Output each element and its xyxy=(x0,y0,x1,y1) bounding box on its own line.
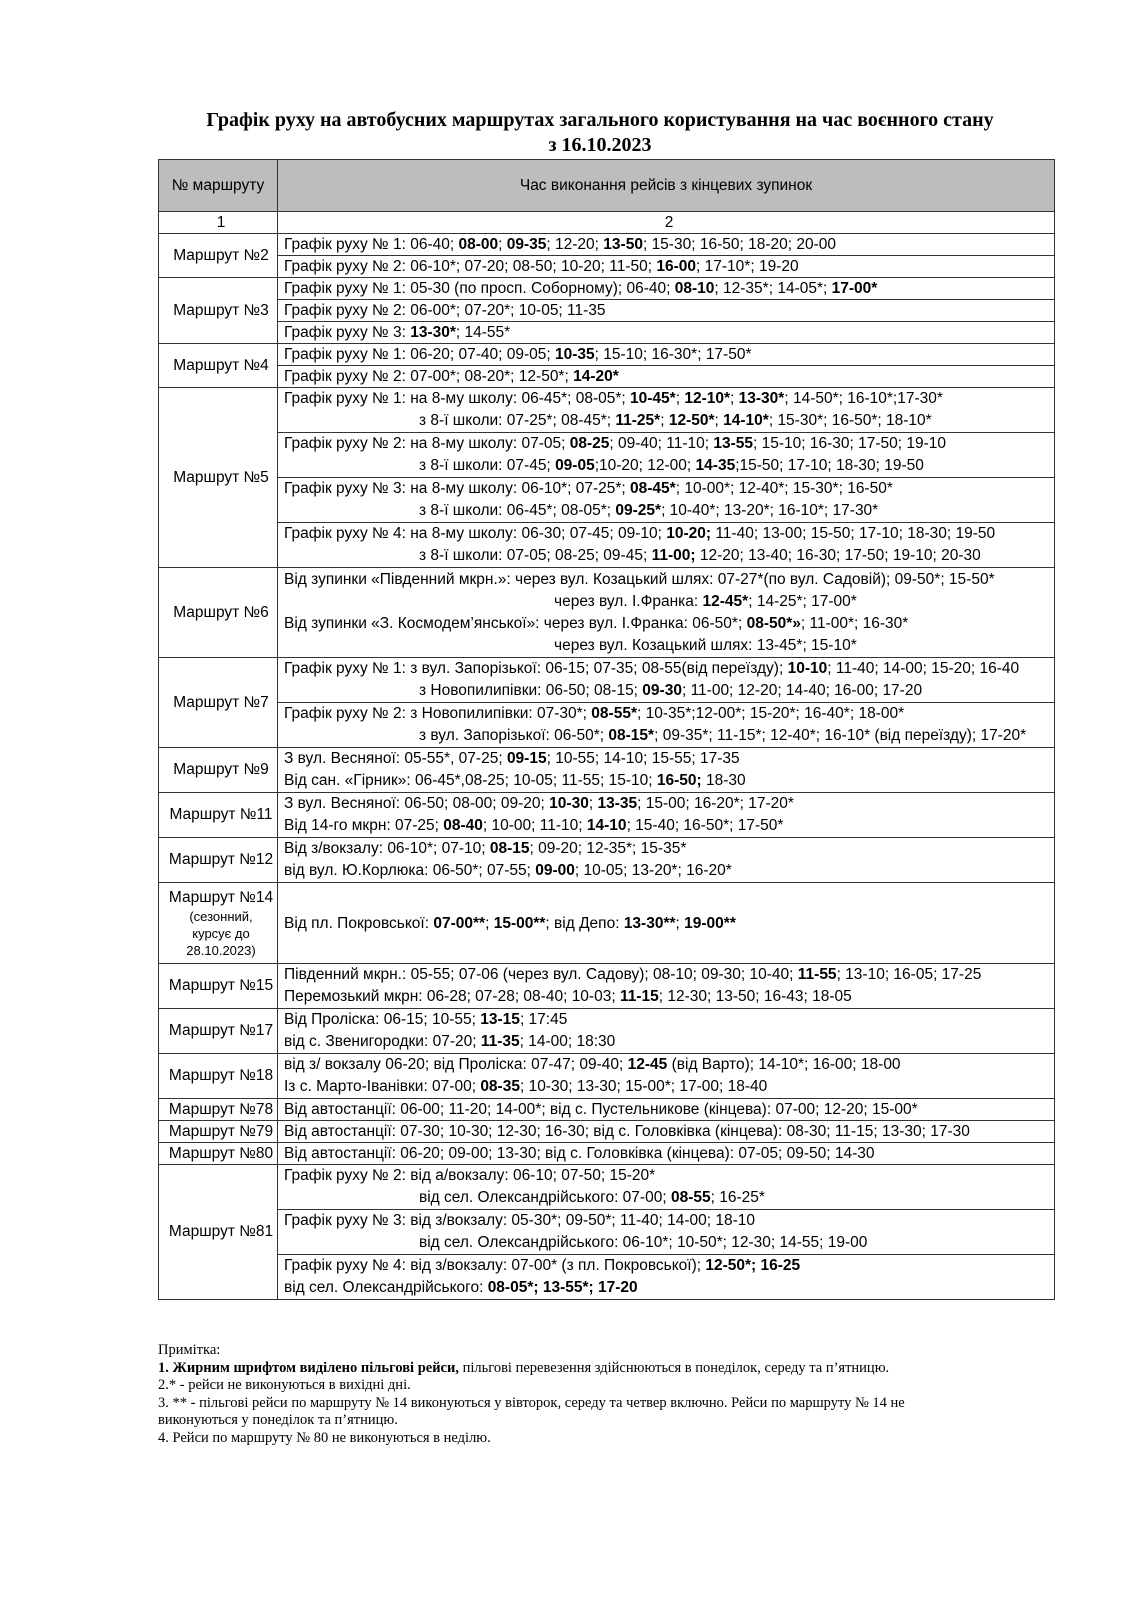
schedule-text: ; 15-10; 16-30; 17-50; 19-10 xyxy=(753,435,947,452)
table-row xyxy=(159,658,1055,703)
schedule-text: З вул. Весняної: 05-55*, 07-25; xyxy=(284,750,507,767)
schedule-cell xyxy=(278,433,1055,478)
schedule-line xyxy=(284,793,1054,815)
table-row xyxy=(159,1255,1055,1300)
document-title xyxy=(140,108,1060,158)
title-line-1: Графік руху на автобусних маршрутах загального користування на час воєнного стану xyxy=(206,109,994,131)
schedule-text: Графік руху № 1: 05-30 (по просп. Соборному); 06-40; xyxy=(284,280,675,297)
preferential-trip-time: 09-05 xyxy=(555,457,595,474)
preferential-trip-time: 12-50*; 16-25 xyxy=(705,1257,801,1274)
schedule-text: Графік руху № 1: з вул. Запорізької: 06-15; 07-35; 08-55(від переїзду); xyxy=(284,660,788,677)
schedule-text: 18-30 xyxy=(701,772,746,789)
table-row xyxy=(159,1165,1055,1210)
route-name: Маршрут №14 xyxy=(168,888,274,906)
preferential-trip-time: 13-55 xyxy=(713,435,754,452)
schedule-text: ; xyxy=(588,795,598,812)
preferential-trip-time: 08-25 xyxy=(569,435,610,452)
schedule-line xyxy=(284,500,1054,522)
schedule-cell xyxy=(278,478,1055,523)
table-row xyxy=(159,478,1055,523)
schedule-text: Від з/вокзалу: 06-10*; 07-10; xyxy=(284,840,490,857)
preferential-trip-time: 13-15 xyxy=(480,1011,520,1028)
schedule-text: ; 13-10; 16-05; 17-25 xyxy=(836,966,982,983)
schedule-text: ; 17:45 xyxy=(519,1011,568,1028)
note-1-bold: 1. Жирним шрифтом виділено пільгові рейси, xyxy=(158,1359,459,1376)
schedule-text: ; 09-35*; 11-15*; 12-40*; 16-10* (від переїзду); 17-20* xyxy=(654,727,1027,744)
schedule-line: Графік руху № 2: від а/вокзалу: 06-10; 07-50; 15-20* xyxy=(284,1167,656,1184)
schedule-text: Із с. Марто-Іванівки: 07-00; xyxy=(284,1078,481,1095)
preferential-trip-time: 13-35 xyxy=(597,795,638,812)
preferential-trip-time: 09-30 xyxy=(642,682,682,699)
schedule-line xyxy=(278,344,1055,366)
schedule-line: Від автостанції: 06-00; 11-20; 14-00*; від с. Пустельникове (кінцева): 07-00; 12-20; 15-00* xyxy=(278,1099,1055,1121)
schedule-line: Від автостанції: 06-20; 09-00; 13-30; від с. Головківка (кінцева): 07-05; 09-50; 14-30 xyxy=(278,1143,1055,1165)
schedule-text: ; 10-55; 14-10; 15-55; 17-35 xyxy=(546,750,740,767)
preferential-trip-time: 15-00** xyxy=(493,914,546,932)
schedule-line xyxy=(284,1031,1054,1053)
schedule-text: Графік руху № 2: 07-00*; 08-20*; 12-50*; xyxy=(284,368,574,385)
preferential-trip-time: 08-50*» xyxy=(746,614,801,632)
table-row xyxy=(159,256,1055,278)
preferential-trip-time: 12-45 xyxy=(627,1056,668,1073)
route-note: (сезонний, xyxy=(189,908,253,924)
schedule-text: ; xyxy=(730,390,739,407)
route-note: курсує до xyxy=(192,925,250,941)
schedule-text: З вул. Весняної: 06-50; 08-00; 09-20; xyxy=(284,795,550,812)
schedule-text: ;15-50; 17-10; 18-30; 19-50 xyxy=(735,457,924,474)
schedule-text: з 8-ї школи: 07-05; 08-25; 09-45; xyxy=(419,547,652,564)
schedule-line xyxy=(284,410,1054,432)
schedule-text: від з/ вокзалу 06-20; від Проліска: 07-47; 09-40; xyxy=(284,1056,628,1073)
schedule-text: ; 12-20; xyxy=(546,236,604,253)
table-row xyxy=(159,366,1055,388)
route-name: Маршрут №12 xyxy=(159,838,278,883)
schedule-text: Графік руху № 1: на 8-му школу: 06-45*; 08-05*; xyxy=(284,390,631,407)
note-4: 4. Рейси по маршруту № 80 не виконуються в неділю. xyxy=(158,1429,491,1446)
schedule-line xyxy=(284,523,1054,545)
schedule-line: від сел. Олександрійського: 06-10*; 10-50*; 12-30; 14-55; 19-00 xyxy=(419,1234,868,1251)
schedule-cell xyxy=(278,1165,1055,1210)
schedule-text: ; 15-30*; 16-50*; 18-10* xyxy=(768,412,932,429)
route-note: 28.10.2023) xyxy=(186,942,256,958)
schedule-cell xyxy=(278,748,1055,793)
preferential-trip-time: 09-25* xyxy=(615,502,662,519)
schedule-text: Графік руху № 2: на 8-му школу: 07-05; xyxy=(284,435,570,452)
schedule-line xyxy=(284,815,1054,837)
preferential-trip-time: 13-50 xyxy=(603,236,643,253)
schedule-text: (від Варто); 14-10*; 16-00; 18-00 xyxy=(667,1056,901,1073)
route-name: Маршрут №2 xyxy=(159,234,278,278)
schedule-text: ; 16-25* xyxy=(710,1189,765,1206)
preferential-trip-time: 10-20; xyxy=(666,525,712,542)
table-row xyxy=(159,388,1055,433)
table-row xyxy=(159,300,1055,322)
schedule-text: ; 12-30; 13-50; 16-43; 18-05 xyxy=(658,988,852,1005)
schedule-line xyxy=(278,322,1055,344)
schedule-cell xyxy=(278,568,1055,658)
schedule-text: від вул. Ю.Корлюка: 06-50*; 07-55; xyxy=(284,862,536,879)
table-row xyxy=(159,1099,1055,1121)
route-name: Маршрут №17 xyxy=(159,1009,278,1054)
schedule-line: Від автостанції: 07-30; 10-30; 12-30; 16-30; від с. Головківка (кінцева): 08-30; 11-15; 13-30; 17-30 xyxy=(278,1121,1055,1143)
preferential-trip-time: 17-00* xyxy=(831,280,878,297)
schedule-text: Графік руху № 1: 06-40; xyxy=(284,236,459,253)
preferential-trip-time: 08-40 xyxy=(443,817,483,834)
preferential-trip-time: 08-45* xyxy=(630,480,676,497)
table-row xyxy=(159,433,1055,478)
schedule-line xyxy=(284,1054,1054,1076)
schedule-text: ; 10-00; 11-10; xyxy=(482,817,587,834)
schedule-cell xyxy=(278,1054,1055,1099)
schedule-text: ; 10-00*; 12-40*; 15-30*; 16-50* xyxy=(675,480,893,497)
schedule-table xyxy=(158,159,1055,1300)
schedule-line xyxy=(284,1076,1054,1098)
preferential-trip-time: 08-10 xyxy=(674,280,715,297)
schedule-text: ; 17-10*; 19-20 xyxy=(696,258,799,275)
schedule-line: Графік руху № 3: від з/вокзалу: 05-30*; 09-50*; 11-40; 14-00; 18-10 xyxy=(284,1212,756,1229)
route-name: Маршрут №81 xyxy=(159,1165,278,1300)
schedule-text: з Новопилипівки: 06-50; 08-15; xyxy=(419,682,643,699)
schedule-text: ; 10-05; 13-20*; 16-20* xyxy=(574,862,732,879)
schedule-text: 12-20; 13-40; 16-30; 17-50; 19-10; 20-30 xyxy=(695,547,981,564)
preferential-trip-time: 16-00 xyxy=(656,258,697,275)
note-1 xyxy=(158,1360,1058,1378)
schedule-line: Графік руху № 2: 06-00*; 07-20*; 10-05; 11-35 xyxy=(278,300,1055,322)
schedule-line xyxy=(284,658,1054,680)
schedule-line xyxy=(284,545,1054,567)
schedule-line xyxy=(284,860,1054,882)
schedule-text: від сел. Олександрійського: xyxy=(284,1279,488,1296)
schedule-cell xyxy=(278,388,1055,433)
schedule-line xyxy=(284,986,1054,1008)
schedule-line xyxy=(278,256,1055,278)
preferential-trip-time: 08-05*; 13-55*; 17-20 xyxy=(487,1279,638,1296)
table-row xyxy=(159,234,1055,256)
schedule-text: ; від Депо: xyxy=(545,914,624,932)
note-3-continued: виконуються у понеділок та п’ятницю. xyxy=(158,1412,398,1428)
preferential-trip-time: 12-10* xyxy=(684,390,731,407)
preferential-trip-time: 11-00; xyxy=(651,547,696,564)
schedule-text: Від зупинки «З. Космодем’янської»: через вул. І.Франка: 06-50*; xyxy=(284,614,747,632)
schedule-line xyxy=(284,770,1054,792)
preferential-trip-time: 08-35 xyxy=(480,1078,520,1095)
preferential-trip-time: 08-15 xyxy=(489,840,530,857)
table-row xyxy=(159,748,1055,793)
schedule-text: Від Проліска: 06-15; 10-55; xyxy=(284,1011,481,1028)
table-row xyxy=(159,278,1055,300)
schedule-text: ;10-20; 12-00; xyxy=(594,457,696,474)
table-row xyxy=(159,568,1055,658)
table-row xyxy=(159,1009,1055,1054)
preferential-trip-time: 10-45* xyxy=(630,390,676,407)
route-name: Маршрут №9 xyxy=(159,748,278,793)
schedule-cell xyxy=(278,964,1055,1009)
schedule-text: ; 10-35*;12-00*; 15-20*; 16-40*; 18-00* xyxy=(636,705,905,722)
schedule-text: ; xyxy=(675,914,685,932)
route-name: Маршрут №18 xyxy=(159,1054,278,1099)
preferential-trip-time: 14-10* xyxy=(723,412,769,429)
schedule-text: через вул. І.Франка: xyxy=(554,592,703,610)
schedule-line xyxy=(278,234,1055,256)
schedule-text: Південний мкрн.: 05-55; 07-06 (через вул. Садову); 08-10; 09-30; 10-40; xyxy=(284,966,798,983)
schedule-line xyxy=(284,1255,1054,1277)
schedule-text: Від пл. Покровської: xyxy=(284,914,434,932)
table-row xyxy=(159,964,1055,1009)
table-row xyxy=(159,322,1055,344)
schedule-line xyxy=(284,1187,1054,1209)
route-name: Маршрут №15 xyxy=(159,964,278,1009)
schedule-text: з 8-ї школи: 07-25*; 08-45*; xyxy=(419,412,616,429)
preferential-trip-time: 10-10 xyxy=(787,660,828,677)
table-row xyxy=(159,703,1055,748)
schedule-text: Від 14-го мкрн: 07-25; xyxy=(284,817,444,834)
preferential-trip-time: 12-50* xyxy=(668,412,715,429)
preferential-trip-time: 10-30 xyxy=(549,795,589,812)
table-row xyxy=(159,883,1055,964)
schedule-text: Графік руху № 4: на 8-му школу: 06-30; 07-45; 09-10; xyxy=(284,525,667,542)
table-row xyxy=(159,344,1055,366)
schedule-line xyxy=(284,748,1054,770)
schedule-text: ; 09-40; 11-10; xyxy=(609,435,714,452)
schedule-text: з 8-ї школи: 07-45; xyxy=(419,457,556,474)
schedule-line xyxy=(284,388,1054,410)
schedule-line xyxy=(284,478,1054,500)
preferential-trip-time: 16-50; xyxy=(656,772,702,789)
schedule-text: ; xyxy=(498,236,507,253)
schedule-cell xyxy=(278,1255,1055,1300)
schedule-line xyxy=(284,838,1054,860)
schedule-text: ; 10-40*; 13-20*; 16-10*; 17-30* xyxy=(661,502,879,519)
schedule-text: ; 09-20; 12-35*; 15-35* xyxy=(529,840,687,857)
route-name: Маршрут №80 xyxy=(159,1143,278,1165)
table-row xyxy=(159,838,1055,883)
preferential-trip-time: 07-00** xyxy=(433,914,486,932)
schedule-text: ; 11-40; 14-00; 15-20; 16-40 xyxy=(827,660,1020,677)
preferential-trip-time: 14-35 xyxy=(695,457,736,474)
preferential-trip-time: 09-35 xyxy=(506,236,547,253)
schedule-text: Графік руху № 2: з Новопилипівки: 07-30*; xyxy=(284,705,592,722)
note-3: 3. ** - пільгові рейси по маршруту № 14 виконуються у вівторок, середу та четвер включно. Рейси по маршруту № 14 не xyxy=(158,1394,905,1411)
preferential-trip-time: 08-00 xyxy=(458,236,499,253)
preferential-trip-time: 08-55* xyxy=(591,705,637,722)
schedule-line xyxy=(284,433,1054,455)
preferential-trip-time: 11-15 xyxy=(619,988,659,1005)
column-number-row xyxy=(159,212,1055,234)
table-row xyxy=(159,1121,1055,1143)
schedule-line xyxy=(284,725,1054,747)
preferential-trip-time: 08-55 xyxy=(670,1189,711,1206)
schedule-line xyxy=(278,278,1055,300)
schedule-text: ; 14-55* xyxy=(455,324,511,341)
note-1-text: пільгові перевезення здійснюються в понеділок, середу та п’ятницю. xyxy=(458,1359,890,1376)
preferential-trip-time: 10-35 xyxy=(555,346,595,363)
route-name: Маршрут №3 xyxy=(159,278,278,344)
schedule-text: Графік руху № 1: 06-20; 07-40; 09-05; xyxy=(284,346,555,363)
preferential-trip-time: 19-00** xyxy=(684,914,736,932)
schedule-line xyxy=(284,591,1054,613)
schedule-text: ; 12-35*; 14-05*; xyxy=(714,280,832,297)
schedule-line: через вул. Козацький шлях: 13-45*; 15-10* xyxy=(554,636,857,654)
schedule-text: ; 15-40; 16-50*; 17-50* xyxy=(626,817,784,834)
schedule-line xyxy=(278,366,1055,388)
schedule-text: ; 10-30; 13-30; 15-00*; 17-00; 18-40 xyxy=(519,1078,768,1095)
schedule-line xyxy=(284,680,1054,702)
route-name: Маршрут №79 xyxy=(159,1121,278,1143)
schedule-text: ; 15-10; 16-30*; 17-50* xyxy=(594,346,752,363)
notes-section xyxy=(158,1342,1058,1447)
preferential-trip-time: 08-15* xyxy=(608,727,655,744)
notes-heading: Примітка: xyxy=(158,1342,221,1358)
route-name: Маршрут №11 xyxy=(159,793,278,838)
preferential-trip-time: 14-20* xyxy=(573,368,619,385)
preferential-trip-time: 13-30** xyxy=(623,914,676,932)
route-name: Маршрут №6 xyxy=(159,568,278,658)
schedule-text: з 8-ї школи: 06-45*; 08-05*; xyxy=(419,502,616,519)
schedule-text: Графік руху № 4: від з/вокзалу: 07-00* (з пл. Покровської); xyxy=(284,1257,706,1274)
table-row xyxy=(159,523,1055,568)
route-name: Маршрут №7 xyxy=(159,658,278,748)
schedule-line xyxy=(284,1277,1054,1299)
schedule-text: від сел. Олександрійського: 07-00; xyxy=(419,1189,671,1206)
schedule-cell xyxy=(278,1009,1055,1054)
schedule-text: ; xyxy=(660,412,669,429)
preferential-trip-time: 11-35 xyxy=(480,1033,520,1050)
preferential-trip-time: 11-55 xyxy=(797,966,837,983)
preferential-trip-time: 12-45* xyxy=(702,592,749,610)
title-line-2: з 16.10.2023 xyxy=(548,134,652,156)
route-name: Маршрут №78 xyxy=(159,1099,278,1121)
schedule-text: від с. Звенигородки: 07-20; xyxy=(284,1033,481,1050)
note-2: 2.* - рейси не виконуються в вихідні дні. xyxy=(158,1377,411,1393)
schedule-text: ; 11-00; 12-20; 14-40; 16-00; 17-20 xyxy=(681,682,923,699)
schedule-cell xyxy=(278,658,1055,703)
schedule-text: ; 14-50*; 16-10*;17-30* xyxy=(784,390,943,407)
header-route-number: № маршруту xyxy=(159,160,278,212)
schedule-text: ; xyxy=(485,914,494,932)
header-row xyxy=(159,160,1055,212)
route-name-cell xyxy=(159,883,278,964)
schedule-line: Від зупинки «Південний мкрн.»: через вул. Козацький шлях: 07-27*(по вул. Садовій); 09-50*; 15-50* xyxy=(284,570,995,588)
schedule-text: ; xyxy=(714,412,724,429)
schedule-text: 11-40; 13-00; 15-50; 17-10; 18-30; 19-50 xyxy=(711,525,996,542)
column-number-2: 2 xyxy=(278,212,1055,234)
preferential-trip-time: 13-30* xyxy=(738,390,785,407)
route-name: Маршрут №4 xyxy=(159,344,278,388)
table-row xyxy=(159,1054,1055,1099)
schedule-line xyxy=(278,883,1055,964)
schedule-text: Графік руху № 2: 06-10*; 07-20; 08-50; 10-20; 11-50; xyxy=(284,258,657,275)
schedule-cell xyxy=(278,838,1055,883)
schedule-text: ; xyxy=(675,390,685,407)
schedule-cell xyxy=(278,523,1055,568)
column-number-1: 1 xyxy=(159,212,278,234)
schedule-line xyxy=(284,964,1054,986)
schedule-text: Графік руху № 3: на 8-му школу: 06-10*; 07-25*; xyxy=(284,480,631,497)
preferential-trip-time: 13-30* xyxy=(410,324,456,341)
schedule-cell xyxy=(278,1210,1055,1255)
header-departure-times: Час виконання рейсів з кінцевих зупинок xyxy=(278,160,1055,212)
schedule-line xyxy=(284,613,1054,635)
schedule-line xyxy=(284,455,1054,477)
preferential-trip-time: 09-15 xyxy=(506,750,547,767)
schedule-cell xyxy=(278,703,1055,748)
schedule-text: Від сан. «Гірник»: 06-45*,08-25; 10-05; 11-55; 15-10; xyxy=(284,772,657,789)
route-name: Маршрут №5 xyxy=(159,388,278,568)
schedule-line xyxy=(284,703,1054,725)
schedule-text: з вул. Запорізької: 06-50*; xyxy=(419,727,609,744)
schedule-text: ; 15-00; 16-20*; 17-20* xyxy=(637,795,794,812)
schedule-text: Графік руху № 3: xyxy=(284,324,411,341)
preferential-trip-time: 14-10 xyxy=(586,817,627,834)
preferential-trip-time: 11-25* xyxy=(615,412,661,429)
table-row xyxy=(159,793,1055,838)
schedule-text: ; 11-00*; 16-30* xyxy=(800,614,909,632)
schedule-text: ; 14-00; 18:30 xyxy=(519,1033,616,1050)
schedule-text: ; 14-25*; 17-00* xyxy=(748,592,857,610)
schedule-line xyxy=(284,1009,1054,1031)
schedule-text: Перемозький мкрн: 06-28; 07-28; 08-40; 10-03; xyxy=(284,988,620,1005)
schedule-cell xyxy=(278,793,1055,838)
table-row xyxy=(159,1210,1055,1255)
preferential-trip-time: 09-00 xyxy=(535,862,575,879)
table-row xyxy=(159,1143,1055,1165)
schedule-text: ; 15-30; 16-50; 18-20; 20-00 xyxy=(642,236,836,253)
